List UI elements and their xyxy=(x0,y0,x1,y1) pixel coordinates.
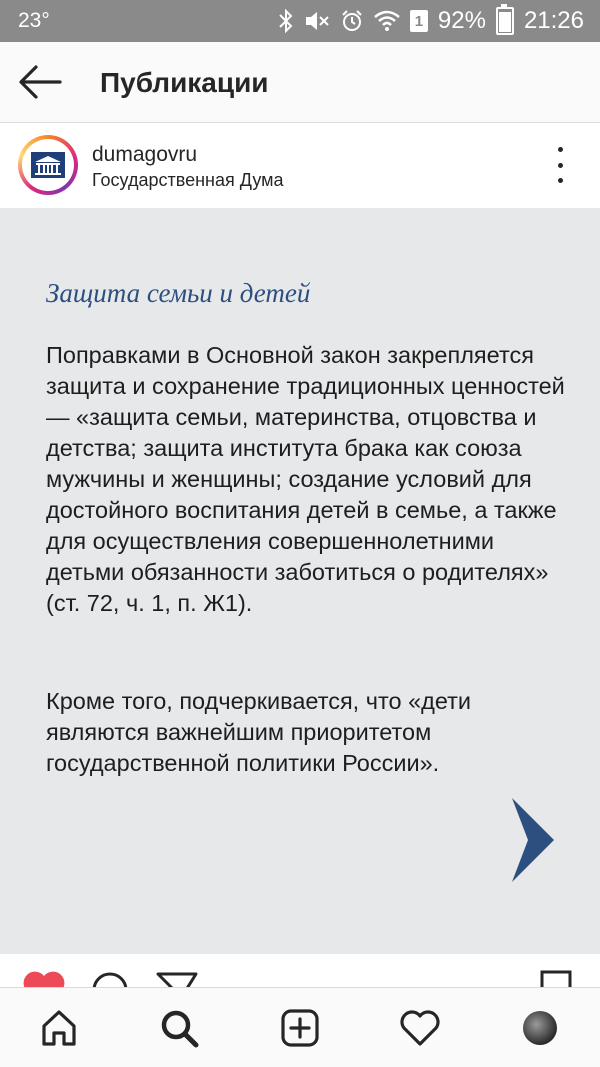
home-icon xyxy=(39,1008,79,1048)
search-icon xyxy=(159,1008,199,1048)
comment-icon[interactable] xyxy=(90,970,130,988)
arrow-left-icon xyxy=(16,62,64,102)
more-dot-icon xyxy=(558,178,563,183)
bluetooth-icon xyxy=(278,9,294,33)
back-button[interactable] xyxy=(16,62,64,102)
activity-heart-icon xyxy=(399,1008,441,1048)
save-bookmark-icon[interactable] xyxy=(538,970,574,988)
slide-heading: Защита семьи и детей xyxy=(46,278,311,308)
post-image[interactable] xyxy=(0,208,600,954)
battery-icon xyxy=(496,7,514,35)
clock-time: 21:26 xyxy=(523,7,584,34)
profile-avatar xyxy=(523,1011,557,1045)
duma-building-icon xyxy=(25,142,71,188)
bottom-navigation xyxy=(0,987,600,1067)
status-icons xyxy=(278,0,584,42)
nav-add-post[interactable] xyxy=(278,1006,322,1050)
post-username[interactable]: dumagovru xyxy=(92,143,198,166)
more-dot-icon xyxy=(558,147,563,152)
nav-search[interactable] xyxy=(157,1006,201,1050)
slide-paragraph-1: Поправками в Основной закон закрепляется защита и сохранение традиционных ценностей — «защита семьи, материнства, отцовства и детства; защита института брака как союза мужчины и женщины; создание условий для достойного воспитания детей в семье, а также для осуществления совершеннолетними детьми обязанности заботиться о родителях» (ст. 72, ч. 1, п. Ж1). xyxy=(46,342,565,616)
slide-paragraph-2: Кроме того, подчеркивается, что «дети являются важнейшим приоритетом государственной политики России». xyxy=(46,688,472,776)
sim-icon: 1 xyxy=(410,10,428,32)
add-post-icon xyxy=(280,1008,320,1048)
nav-profile[interactable] xyxy=(518,1006,562,1050)
wifi-icon xyxy=(374,10,400,32)
status-bar xyxy=(0,0,600,42)
post-account-name[interactable]: Государственная Дума xyxy=(92,170,284,190)
chevron-right-icon xyxy=(508,798,558,882)
nav-home[interactable] xyxy=(37,1006,81,1050)
temperature-indicator: 23° xyxy=(18,9,50,32)
share-icon[interactable] xyxy=(156,970,198,988)
top-app-bar xyxy=(0,42,600,123)
page-title: Публикации xyxy=(100,67,269,98)
like-heart-icon[interactable] xyxy=(22,970,66,988)
account-avatar[interactable] xyxy=(18,135,78,195)
post-header xyxy=(0,123,600,209)
more-dot-icon xyxy=(558,163,563,168)
battery-percent: 92% xyxy=(437,7,486,34)
alarm-icon xyxy=(340,9,364,33)
post-actions xyxy=(0,954,600,988)
more-options-button[interactable] xyxy=(548,147,572,183)
nav-activity[interactable] xyxy=(398,1006,442,1050)
mute-icon xyxy=(304,9,330,33)
